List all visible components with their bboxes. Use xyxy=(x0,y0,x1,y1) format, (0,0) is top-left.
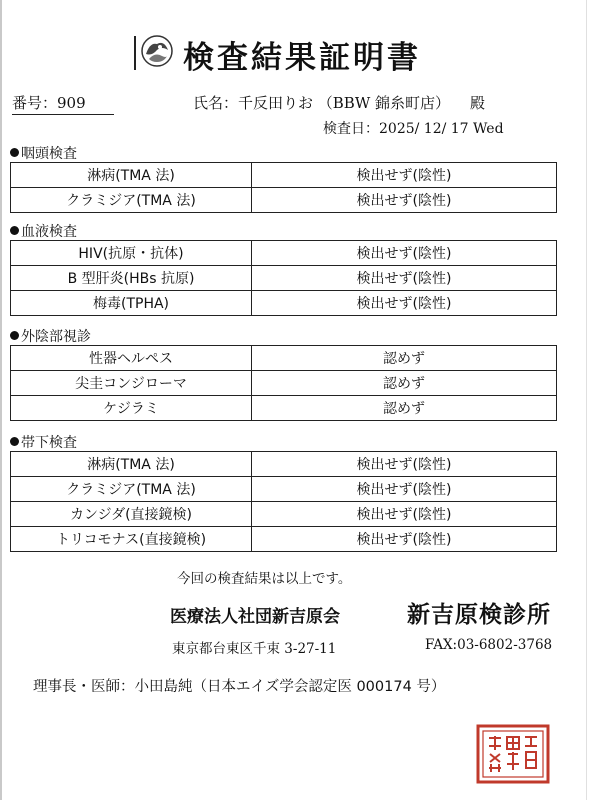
patient-name-line xyxy=(193,92,485,113)
document-title: 検査結果証明書 xyxy=(183,40,421,76)
section-title-visual: 外陰部視診 xyxy=(10,326,91,346)
test-name: 淋病(TMA 法) xyxy=(11,163,252,188)
test-result: 検出せず(陰性) xyxy=(252,163,557,188)
page-edge-right xyxy=(586,0,587,800)
table-row xyxy=(11,163,557,188)
test-name: ケジラミ xyxy=(11,396,252,421)
table-row xyxy=(11,452,557,477)
results-table-pharynx xyxy=(10,162,557,213)
section-title-discharge: 帯下検査 xyxy=(10,432,77,452)
test-result: 検出せず(陰性) xyxy=(252,266,557,291)
test-result: 認めず xyxy=(252,346,557,371)
test-name: B 型肝炎(HBs 抗原) xyxy=(11,266,252,291)
clinic-address: 東京都台東区千束 3-27-11 xyxy=(172,641,337,657)
organization-name: 医療法人社団新吉原会 xyxy=(170,607,340,627)
official-seal-stamp xyxy=(476,724,550,784)
test-name: HIV(抗原・抗体) xyxy=(11,241,252,266)
title-divider xyxy=(134,36,136,70)
bullet-icon xyxy=(10,226,19,235)
test-result: 検出せず(陰性) xyxy=(252,502,557,527)
exam-date: 検査日：2025/ 12/ 17 Wed xyxy=(323,121,504,137)
test-name: トリコモナス(直接鏡検) xyxy=(11,527,252,552)
bullet-icon xyxy=(10,437,19,446)
bullet-icon xyxy=(10,148,19,157)
table-row xyxy=(11,188,557,213)
table-row xyxy=(11,396,557,421)
section-title-blood: 血液検査 xyxy=(10,221,77,241)
test-result: 検出せず(陰性) xyxy=(252,477,557,502)
results-table-blood xyxy=(10,240,557,316)
table-row xyxy=(11,241,557,266)
table-row xyxy=(11,291,557,316)
page-edge-left xyxy=(0,0,2,800)
test-name: カンジダ(直接鏡検) xyxy=(11,502,252,527)
closing-note: 今回の検査結果は以上です。 xyxy=(177,571,352,587)
clinic-name: 新吉原検診所 xyxy=(407,602,551,628)
test-result: 検出せず(陰性) xyxy=(252,241,557,266)
test-result: 検出せず(陰性) xyxy=(252,291,557,316)
test-name: 梅毒(TPHA) xyxy=(11,291,252,316)
bullet-icon xyxy=(10,331,19,340)
certificate-number: 番号：909 xyxy=(12,92,114,115)
director-line: 理事長・医師：小田島純（日本エイズ学会認定医 000174 号） xyxy=(33,679,446,695)
test-name: 性器ヘルペス xyxy=(11,346,252,371)
test-result: 検出せず(陰性) xyxy=(252,452,557,477)
test-result: 認めず xyxy=(252,396,557,421)
test-result: 検出せず(陰性) xyxy=(252,188,557,213)
table-row xyxy=(11,346,557,371)
test-name: クラミジア(TMA 法) xyxy=(11,477,252,502)
test-name: 尖圭コンジローマ xyxy=(11,371,252,396)
clinic-fax: FAX:03-6802-3768 xyxy=(425,637,553,653)
results-table-visual xyxy=(10,345,557,421)
table-row xyxy=(11,502,557,527)
table-row xyxy=(11,477,557,502)
table-row xyxy=(11,371,557,396)
table-row xyxy=(11,527,557,552)
clinic-logo-icon xyxy=(140,34,174,68)
test-name: 淋病(TMA 法) xyxy=(11,452,252,477)
test-result: 検出せず(陰性) xyxy=(252,527,557,552)
test-name: クラミジア(TMA 法) xyxy=(11,188,252,213)
test-result: 認めず xyxy=(252,371,557,396)
section-title-pharynx: 咽頭検査 xyxy=(10,143,77,163)
patient-name: 氏名：千反田りお （BBW 錦糸町店） xyxy=(193,94,451,112)
honorific: 殿 xyxy=(470,94,486,112)
results-table-discharge xyxy=(10,451,557,552)
table-row xyxy=(11,266,557,291)
